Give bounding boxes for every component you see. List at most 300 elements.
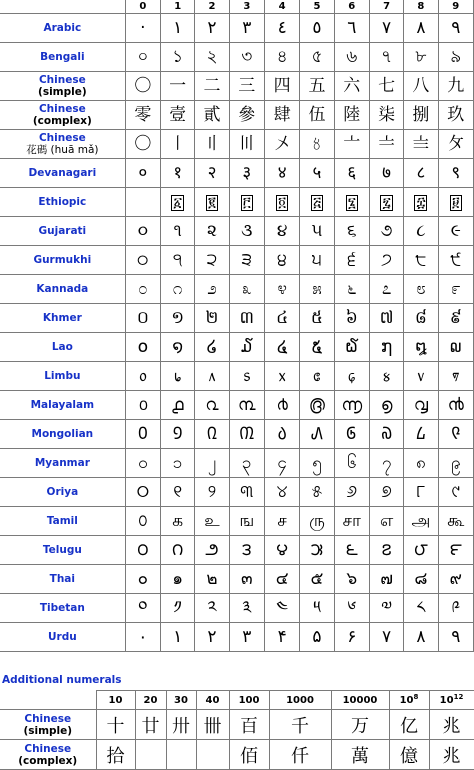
digit-cell: ۶: [334, 623, 369, 652]
digit-cell: ੨: [195, 246, 229, 275]
script-name-text: Devanagari: [28, 167, 97, 179]
digit-cell: 〦: [334, 130, 369, 159]
additional-row: [0, 740, 474, 770]
script-name-text: Khmer: [42, 312, 82, 324]
script-name-subtitle: (complex): [18, 754, 78, 767]
digit-cell: ٦: [334, 14, 369, 43]
script-name[interactable]: [0, 72, 125, 101]
digit-cell: ७: [369, 159, 403, 188]
digit-cell: ૨: [195, 217, 229, 246]
digit-cell: ༤: [264, 594, 299, 623]
digit-cell: ۳: [229, 623, 264, 652]
digit-cell: 〨: [404, 130, 438, 159]
digit-cell: கூ: [438, 507, 473, 536]
digit-header: 7: [369, 0, 403, 14]
script-name-text: Kannada: [36, 283, 89, 295]
script-name[interactable]: [0, 101, 125, 130]
digit-cell: ੫: [300, 246, 334, 275]
digit-cell: ୪: [264, 478, 299, 507]
digit-cell: ༨: [404, 594, 438, 623]
digit-cell: ੯: [438, 246, 473, 275]
script-name-text: Oriya: [46, 486, 79, 498]
digit-cell: ੭: [369, 246, 403, 275]
script-name-text: Chinese: [24, 712, 72, 725]
numeral-cell: [196, 740, 229, 770]
digit-cell: ໙: [438, 333, 473, 362]
digit-cell: ۱: [161, 623, 195, 652]
additional-header: 20: [135, 691, 166, 710]
script-name-text: Malayalam: [30, 399, 95, 411]
digit-cell: ૫: [300, 217, 334, 246]
digit-cell: ٩: [438, 14, 473, 43]
digit-cell: 〡: [161, 130, 195, 159]
script-name[interactable]: [0, 478, 125, 507]
additional-row: [0, 710, 474, 740]
numeral-cell: 兆: [429, 740, 474, 770]
digit-cell: ৩: [229, 43, 264, 72]
script-name[interactable]: [0, 130, 125, 159]
digit-glyph: ፬: [278, 195, 286, 211]
digit-cell: ၉: [438, 449, 473, 478]
digit-cell: ๖: [334, 565, 369, 594]
digit-cell: [369, 188, 403, 217]
script-name-text: Tibetan: [39, 602, 85, 614]
digit-cell: ൮: [404, 391, 438, 420]
digit-cell: ౬: [334, 536, 369, 565]
digit-cell: ೦: [125, 275, 160, 304]
digit-cell: 六: [334, 72, 369, 101]
digit-cell: ๓: [229, 565, 264, 594]
digit-glyph: ፫: [242, 195, 251, 211]
script-name[interactable]: [0, 188, 125, 217]
digit-cell: 捌: [404, 101, 438, 130]
digit-cell: ٤: [264, 14, 299, 43]
numeral-row: [0, 275, 474, 304]
numeral-cell: 万: [331, 710, 389, 740]
digit-cell: 〩: [438, 130, 473, 159]
digit-cell: ៩: [438, 304, 473, 333]
digit-cell: ۴: [264, 623, 299, 652]
digit-cell: ౮: [404, 536, 438, 565]
digit-cell: 八: [404, 72, 438, 101]
digit-cell: [334, 188, 369, 217]
digit-header-row: [0, 0, 474, 14]
digit-cell: ༡: [161, 594, 195, 623]
script-name[interactable]: [0, 275, 125, 304]
digit-cell: [161, 188, 195, 217]
script-name[interactable]: [0, 246, 125, 275]
script-name[interactable]: [0, 536, 125, 565]
script-name[interactable]: [0, 594, 125, 623]
additional-header-corner: [0, 691, 96, 710]
additional-header: 100: [229, 691, 269, 710]
numeral-cell: 千: [269, 710, 331, 740]
digit-header: 2: [195, 0, 229, 14]
script-name[interactable]: [0, 14, 125, 43]
digit-cell: ၃: [229, 449, 264, 478]
digit-cell: ၁: [161, 449, 195, 478]
digit-header: 0: [125, 0, 160, 14]
digit-cell: ᥆: [125, 362, 160, 391]
digit-cell: ༦: [334, 594, 369, 623]
digit-header: 9: [438, 0, 473, 14]
digit-cell: १: [161, 159, 195, 188]
digit-cell: ๑: [161, 565, 195, 594]
digit-cell: ୭: [369, 478, 403, 507]
digit-header: 4: [264, 0, 299, 14]
numeral-cell: 佰: [229, 740, 269, 770]
digit-cell: ᠘: [404, 420, 438, 449]
digit-cell: ໗: [369, 333, 403, 362]
digit-cell: ༣: [229, 594, 264, 623]
digit-cell: 參: [229, 101, 264, 130]
digit-cell: ೯: [438, 275, 473, 304]
additional-header: 1000: [269, 691, 331, 710]
digit-cell: ௦: [125, 507, 160, 536]
digit-cell: 三: [229, 72, 264, 101]
numeral-cell: [166, 740, 196, 770]
digit-glyph: ፭: [312, 195, 321, 211]
digit-cell: ๘: [404, 565, 438, 594]
script-name-subtitle: 花碼 (huā mǎ): [26, 144, 99, 156]
digit-glyph: ፰: [416, 195, 426, 211]
digit-cell: ٧: [369, 14, 403, 43]
digit-cell: ៥: [300, 304, 334, 333]
numeral-row: [0, 72, 474, 101]
digit-cell: ·: [125, 14, 160, 43]
script-name[interactable]: [0, 565, 125, 594]
digit-cell: 四: [264, 72, 299, 101]
digit-cell: ૮: [404, 217, 438, 246]
digit-cell: 五: [300, 72, 334, 101]
digit-cell: ໑: [161, 333, 195, 362]
digit-cell: ᠒: [195, 420, 229, 449]
script-name[interactable]: [0, 449, 125, 478]
numeral-cell: 億: [389, 740, 429, 770]
numeral-cell: 百: [229, 710, 269, 740]
digit-cell: ൩: [229, 391, 264, 420]
digit-cell: ٨: [404, 14, 438, 43]
digit-cell: ೧: [161, 275, 195, 304]
digit-cell: ச: [264, 507, 299, 536]
script-name-text: Tamil: [46, 515, 78, 527]
digit-cell: ᠗: [369, 420, 403, 449]
script-name[interactable]: [0, 362, 125, 391]
script-name-text: Chinese: [38, 74, 86, 86]
header-corner: [0, 0, 125, 14]
digit-cell: உ: [195, 507, 229, 536]
digit-cell: ៧: [369, 304, 403, 333]
digit-cell: ໐: [125, 333, 160, 362]
digit-cell: ১: [161, 43, 195, 72]
digit-cell: ۸: [404, 623, 438, 652]
numeral-row: [0, 333, 474, 362]
additional-header: $10^8$: [389, 691, 429, 710]
digit-cell: 〥: [300, 130, 334, 159]
digit-cell: ৬: [334, 43, 369, 72]
numeral-cell: 卌: [196, 710, 229, 740]
digit-cell: ၂: [195, 449, 229, 478]
script-name[interactable]: [0, 391, 125, 420]
digit-cell: [125, 188, 160, 217]
digit-cell: २: [195, 159, 229, 188]
digit-cell: ၄: [264, 449, 299, 478]
script-name-text: Ethiopic: [38, 196, 87, 208]
script-name[interactable]: [0, 43, 125, 72]
numeral-row: [0, 246, 474, 275]
numeral-cell: 仟: [269, 740, 331, 770]
script-name[interactable]: [0, 710, 96, 740]
digit-cell: ໘: [404, 333, 438, 362]
script-name-text: Gurmukhi: [33, 254, 92, 266]
digit-cell: ۰: [125, 623, 160, 652]
digit-cell: ୧: [161, 478, 195, 507]
script-name-subtitle: (simple): [23, 724, 73, 737]
digit-cell: ൫: [300, 391, 334, 420]
digit-cell: ९: [438, 159, 473, 188]
script-name[interactable]: [0, 159, 125, 188]
numeral-row: [0, 304, 474, 333]
digit-cell: அ: [404, 507, 438, 536]
digit-cell: ٣: [229, 14, 264, 43]
digit-cell: ᥉: [229, 362, 264, 391]
additional-numerals-table: [0, 690, 474, 770]
digit-cell: ൨: [195, 391, 229, 420]
script-name[interactable]: [0, 740, 96, 770]
digit-cell: ៤: [264, 304, 299, 333]
numeral-row: [0, 362, 474, 391]
digit-cell: ૬: [334, 217, 369, 246]
script-name[interactable]: [0, 333, 125, 362]
digit-cell: ୩: [229, 478, 264, 507]
numeral-row: [0, 420, 474, 449]
numeral-row: [0, 507, 474, 536]
digit-header: 1: [161, 0, 195, 14]
digit-cell: ५: [300, 159, 334, 188]
additional-header: 30: [166, 691, 196, 710]
digit-cell: ๐: [125, 565, 160, 594]
script-name-subtitle: (simple): [38, 86, 87, 98]
script-name[interactable]: [0, 420, 125, 449]
digit-cell: ༥: [300, 594, 334, 623]
digit-cell: ৪: [264, 43, 299, 72]
numeral-row: [0, 14, 474, 43]
digit-cell: ២: [195, 304, 229, 333]
digit-cell: எ: [369, 507, 403, 536]
digit-header: 5: [300, 0, 334, 14]
digit-cell: [264, 188, 299, 217]
script-name-text: Mongolian: [31, 428, 94, 440]
additional-header: 40: [196, 691, 229, 710]
digit-cell: ૪: [264, 217, 299, 246]
script-name[interactable]: [0, 507, 125, 536]
digit-cell: ᥏: [438, 362, 473, 391]
digit-cell: ೫: [300, 275, 334, 304]
digit-cell: ૯: [438, 217, 473, 246]
numeral-row: [0, 449, 474, 478]
digit-glyph: ፯: [382, 195, 391, 211]
digit-cell: ੦: [125, 246, 160, 275]
digit-cell: ౨: [195, 536, 229, 565]
additional-numerals-title: Additional numerals: [2, 674, 122, 686]
digit-glyph: ፩: [173, 195, 182, 211]
digit-cell: ౯: [438, 536, 473, 565]
additional-header: 10000: [331, 691, 389, 710]
digit-glyph: ፪: [208, 195, 216, 211]
digit-cell: 〇: [125, 130, 160, 159]
numeral-row: [0, 594, 474, 623]
digit-cell: ൪: [264, 391, 299, 420]
digit-header: 6: [334, 0, 369, 14]
numeral-cell: 廿: [135, 710, 166, 740]
digit-cell: 壹: [161, 101, 195, 130]
digit-cell: 貳: [195, 101, 229, 130]
digit-cell: ᠔: [264, 420, 299, 449]
digit-cell: [195, 188, 229, 217]
digit-cell: [438, 188, 473, 217]
digit-cell: ౫: [300, 536, 334, 565]
numeral-row: [0, 391, 474, 420]
digit-cell: ౭: [369, 536, 403, 565]
digit-header: 3: [229, 0, 264, 14]
digit-cell: ۹: [438, 623, 473, 652]
numeral-row: [0, 478, 474, 507]
digit-cell: ٢: [195, 14, 229, 43]
digit-cell: ३: [229, 159, 264, 188]
digit-cell: ६: [334, 159, 369, 188]
digit-cell: ரு: [300, 507, 334, 536]
script-name-text: Arabic: [43, 22, 82, 34]
numeral-row: [0, 536, 474, 565]
digit-cell: 〧: [369, 130, 403, 159]
script-name-text: Myanmar: [34, 457, 90, 469]
digit-cell: ৭: [369, 43, 403, 72]
digit-cell: 二: [195, 72, 229, 101]
digit-header: 8: [404, 0, 438, 14]
digit-cell: ᠙: [438, 420, 473, 449]
digit-cell: ২: [195, 43, 229, 72]
digit-cell: ೪: [264, 275, 299, 304]
digit-cell: ४: [264, 159, 299, 188]
script-name-text: Limbu: [44, 370, 81, 382]
digit-cell: ᠓: [229, 420, 264, 449]
script-name[interactable]: [0, 304, 125, 333]
numeral-row: [0, 159, 474, 188]
digit-cell: ୨: [195, 478, 229, 507]
digit-cell: 一: [161, 72, 195, 101]
digit-cell: ੮: [404, 246, 438, 275]
numeral-row: [0, 188, 474, 217]
numeral-cell: 拾: [96, 740, 135, 770]
digit-cell: ୮: [404, 478, 438, 507]
digit-cell: ᥎: [404, 362, 438, 391]
digit-cell: ୦: [125, 478, 160, 507]
script-name-text: Telugu: [42, 544, 82, 556]
digit-cell: ٥: [300, 14, 334, 43]
digit-cell: 七: [369, 72, 403, 101]
numeral-row: [0, 130, 474, 159]
digit-cell: ៨: [404, 304, 438, 333]
digit-cell: 零: [125, 101, 160, 130]
digit-cell: ๕: [300, 565, 334, 594]
digit-cell: [229, 188, 264, 217]
digit-cell: ๙: [438, 565, 473, 594]
numeral-row: [0, 623, 474, 652]
digit-cell: ૦: [125, 217, 160, 246]
digit-cell: ᥌: [334, 362, 369, 391]
digit-cell: ೩: [229, 275, 264, 304]
digit-cell: ८: [404, 159, 438, 188]
digit-cell: ١: [161, 14, 195, 43]
script-name-text: Chinese: [38, 103, 86, 115]
digit-cell: ᠑: [161, 420, 195, 449]
digit-cell: ୯: [438, 478, 473, 507]
digit-cell: ᥇: [161, 362, 195, 391]
digit-cell: ୫: [300, 478, 334, 507]
digit-cell: ๗: [369, 565, 403, 594]
numeral-row: [0, 565, 474, 594]
digit-cell: 肆: [264, 101, 299, 130]
script-name-text: Chinese: [38, 132, 86, 144]
numeral-row: [0, 43, 474, 72]
digit-cell: ൬: [334, 391, 369, 420]
numeral-row: [0, 217, 474, 246]
digit-glyph: ፮: [347, 195, 356, 211]
script-name[interactable]: [0, 623, 125, 652]
digit-cell: ១: [161, 304, 195, 333]
digit-cell: ໒: [195, 333, 229, 362]
additional-header: $10^{12}$: [429, 691, 474, 710]
digit-glyph: ፱: [452, 195, 460, 211]
digit-cell: ৫: [300, 43, 334, 72]
digit-cell: ៦: [334, 304, 369, 333]
script-name-text: Bengali: [40, 51, 85, 63]
additional-header: 10: [96, 691, 135, 710]
digit-cell: ༩: [438, 594, 473, 623]
digit-cell: ᠕: [300, 420, 334, 449]
digit-cell: ༠: [125, 594, 160, 623]
digit-cell: ൯: [438, 391, 473, 420]
script-name-text: Urdu: [47, 631, 77, 643]
digit-cell: ੧: [161, 246, 195, 275]
digit-cell: ੪: [264, 246, 299, 275]
digit-cell: 〤: [264, 130, 299, 159]
digit-cell: ໕: [300, 333, 334, 362]
digit-cell: ၅: [300, 449, 334, 478]
digit-cell: 〢: [195, 130, 229, 159]
digit-cell: ၈: [404, 449, 438, 478]
numeral-cell: 兆: [429, 710, 474, 740]
digit-cell: ០: [125, 304, 160, 333]
script-name-text: Thai: [49, 573, 75, 585]
digit-cell: ᥈: [195, 362, 229, 391]
digit-cell: ۷: [369, 623, 403, 652]
digit-cell: 柒: [369, 101, 403, 130]
digit-cell: 九: [438, 72, 473, 101]
script-name[interactable]: [0, 217, 125, 246]
digit-cell: ๒: [195, 565, 229, 594]
digit-cell: ൭: [369, 391, 403, 420]
digit-cell: ੬: [334, 246, 369, 275]
additional-header-row: [0, 691, 474, 710]
digit-cell: ೨: [195, 275, 229, 304]
numeral-cell: 十: [96, 710, 135, 740]
digit-cell: ᥊: [264, 362, 299, 391]
digit-cell: 〇: [125, 72, 160, 101]
digit-cell: ୬: [334, 478, 369, 507]
digit-cell: ൦: [125, 391, 160, 420]
digit-cell: ၇: [369, 449, 403, 478]
